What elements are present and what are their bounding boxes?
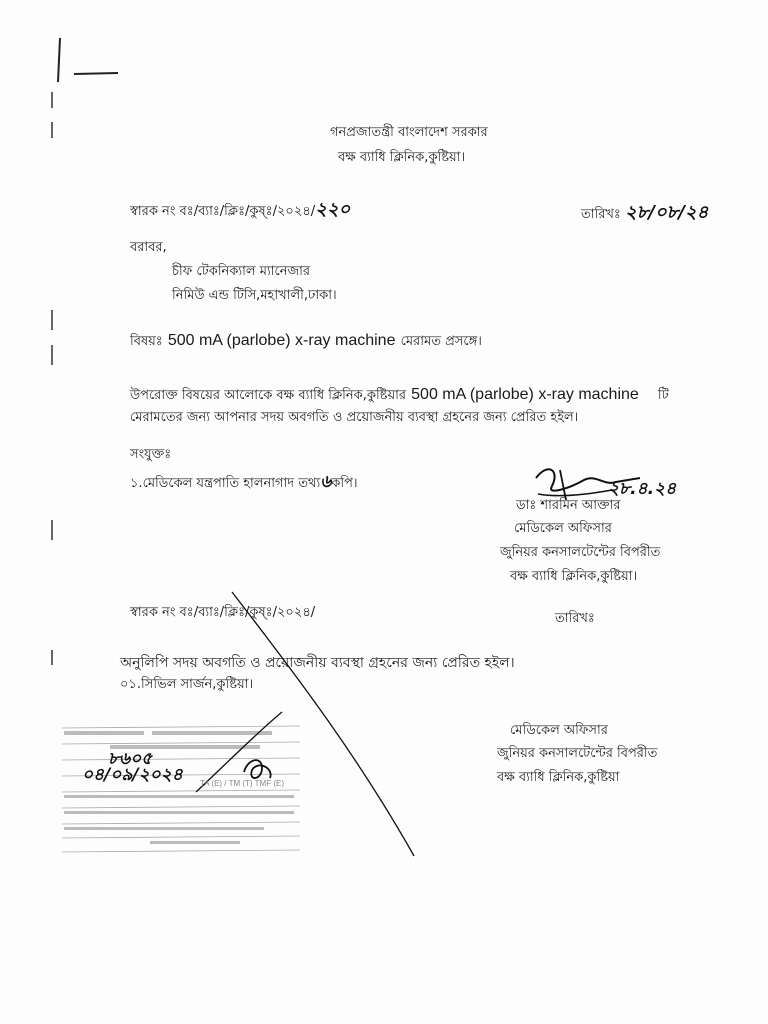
- copy-line: অনুলিপি সদয় অবগতি ও প্রয়োজনীয় ব্যবস্থা গ্রহনের জন্য প্রেরিত হইল।: [120, 655, 515, 671]
- signature1-designation: মেডিকেল অফিসার: [514, 521, 612, 536]
- attachment-item-suffix: কপি।: [331, 476, 358, 491]
- signature1-role: জুনিয়র কনসালটেন্টের বিপরীত: [500, 545, 661, 560]
- copy-item-1: ০১.সিভিল সার্জন,কুষ্টিয়া।: [120, 677, 254, 692]
- memo-date-value: ২৮/০৮/২৪: [625, 202, 709, 223]
- attachment-item-prefix: ১.মেডিকেল যন্ত্রপাতি হালনাগাদ তথ্য: [130, 476, 321, 491]
- body-line1-c: টি: [657, 388, 669, 403]
- subject-suffix: মেরামত প্রসঙ্গে।: [400, 334, 482, 349]
- signature1-name: ডাঃ শারমিন আক্তার: [516, 498, 621, 513]
- attachment-label: সংযুক্তঃ: [130, 447, 172, 462]
- signature2-designation: মেডিকেল অফিসার: [510, 723, 608, 738]
- memo2-reference: স্বারক নং বঃ/ব্যাঃ/ক্লিঃ/কুষ্ঃ/২০২৪/: [130, 605, 316, 620]
- attachment-count: ৬: [320, 472, 332, 492]
- salutation: বরাবর,: [130, 240, 167, 255]
- recipient-address: নিমিউ এন্ড টিসি,মহাখালী,ঢাকা।: [172, 288, 337, 303]
- subject-main: 500 mA (parlobe) x-ray machine: [167, 332, 396, 349]
- subject-label: বিষয়ঃ: [130, 334, 163, 349]
- signature1-office: বক্ষ ব্যাধি ক্লিনিক,কুষ্টিয়া।: [510, 569, 638, 584]
- signature1-date: ২৮.৪.২৪: [608, 479, 677, 499]
- stamp-number: ৮৬০৫: [108, 749, 153, 769]
- stamp-date: ০৪/০৯/২০২৪: [82, 765, 183, 785]
- signature2-role: জুনিয়র কনসালটেন্টের বিপরীত: [497, 746, 658, 761]
- stamp-codes: TA (E) / TM (T) TMF (E): [200, 779, 284, 788]
- body-line1-b: 500 mA (parlobe) x-ray machine: [411, 386, 639, 403]
- signature2-office: বক্ষ ব্যাধি ক্লিনিক,কুষ্টিয়া: [497, 770, 620, 785]
- memo-ref-number: ২২০: [315, 199, 351, 220]
- body-line-2: মেরামতের জন্য আপনার সদয় অবগতি ও প্রয়োজনীয় ব্যবস্থা গ্রহনের জন্য প্রেরিত হইল।: [130, 410, 579, 425]
- body-line1-a: উপরোক্ত বিষয়ের আলোকে বক্ষ ব্যাধি ক্লিনিক,কুষ্টিয়ার: [130, 388, 407, 403]
- header-government: গনপ্রজাতন্ত্রী বাংলাদেশ সরকার: [330, 125, 488, 140]
- memo-ref-label: স্বারক নং বঃ/ব্যাঃ/ক্লিঃ/কুষ্ঃ/২০২৪/: [130, 204, 316, 219]
- memo2-date-label: তারিখঃ: [555, 611, 595, 626]
- header-office: বক্ষ ব্যাধি ক্লিনিক,কুষ্টিয়া।: [338, 150, 466, 165]
- memo-date-label: তারিখঃ: [581, 207, 621, 222]
- recipient-title: চীফ টেকনিক্যাল ম্যানেজার: [172, 264, 311, 279]
